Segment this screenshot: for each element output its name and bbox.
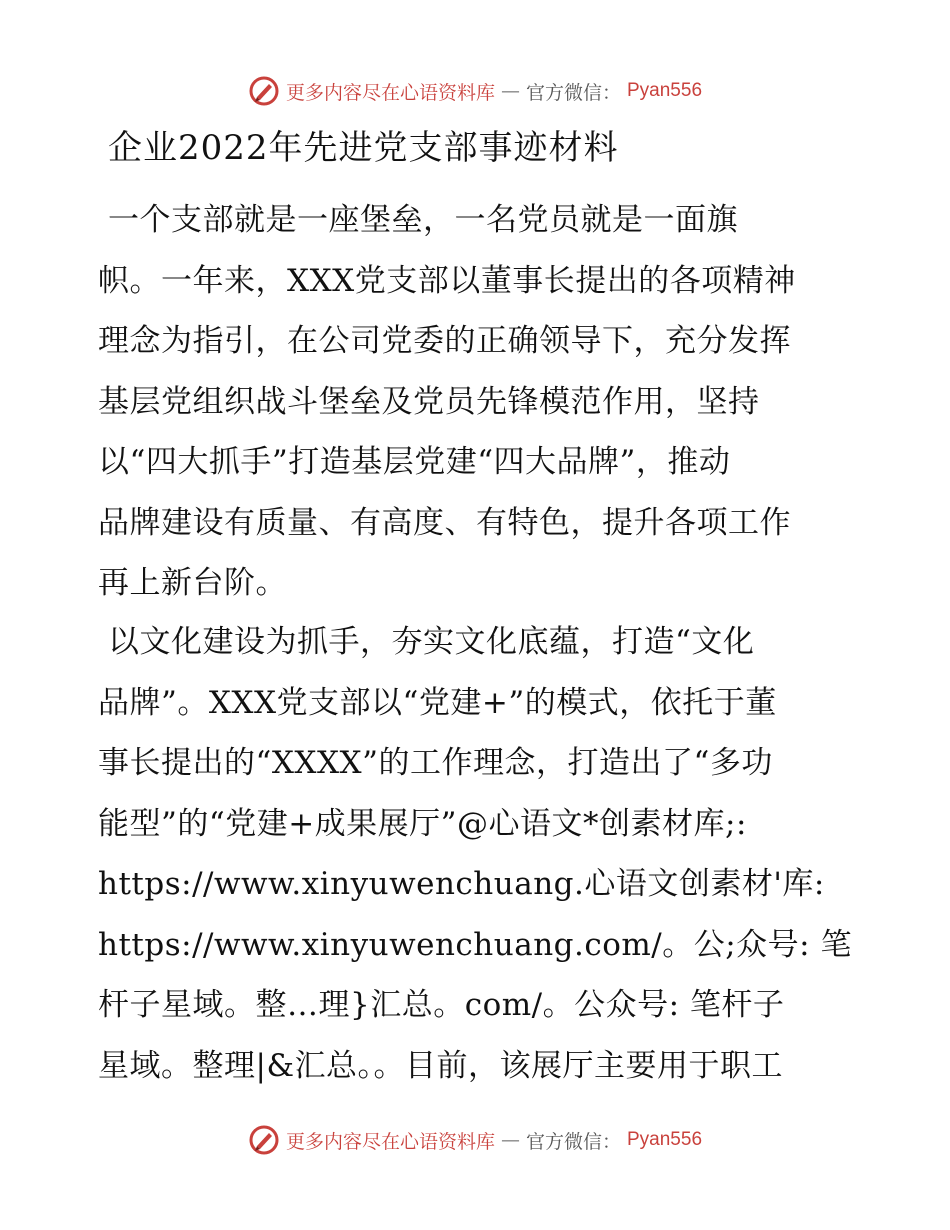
paragraph-line: 品牌”。XXX党支部以“党建+”的模式，依托于董 (98, 684, 777, 721)
paragraph-line: 一个支部就是一座堡垒，一名党员就是一面旗 (108, 202, 738, 238)
paragraph-line: 以“四大抓手”打造基层党建“四大品牌”，推动 (98, 444, 731, 480)
paragraph-line: 杆子星域。整…理}汇总。com/。公众号: 笔杆子 (98, 987, 785, 1023)
watermark-account: Pyan556 (627, 1129, 703, 1150)
watermark-separator: — (500, 80, 520, 102)
pen-logo-icon (248, 1124, 280, 1156)
paragraph-line: https://www.xinyuwenchuang.com/。公;众号: 笔 (98, 926, 852, 963)
paragraph-line: 品牌建设有质量、有高度、有特色，提升各项工作 (98, 504, 791, 541)
watermark-account: Pyan556 (627, 80, 703, 101)
watermark-footer (0, 1120, 950, 1160)
paragraph-line: 帜。一年来，XXX党支部以董事长提出的各项精神 (98, 262, 796, 299)
paragraph-1 (98, 190, 858, 614)
watermark-site-text: 更多内容尽在心语资料库 (285, 81, 495, 104)
paragraph-line: 再上新台阶。 (98, 565, 287, 601)
paragraph-line: 事长提出的“XXXX”的工作理念，打造出了“多功 (98, 745, 773, 781)
paragraph-2 (98, 612, 858, 1096)
watermark-site-text: 更多内容尽在心语资料库 (285, 1130, 495, 1153)
paragraph-line: 能型”的“党建+成果展厅”@心语文*创素材库;: (98, 805, 747, 842)
watermark-separator: — (500, 1129, 520, 1151)
watermark-header (0, 71, 950, 111)
watermark-label: 官方微信： (525, 1130, 621, 1153)
paragraph-line: 以文化建设为抓手，夯实文化底蕴，打造“文化 (108, 624, 755, 660)
document-title: 企业2022年先进党支部事迹材料 (108, 128, 619, 168)
paragraph-line: https://www.xinyuwenchuang.心语文创素材'库: (98, 866, 825, 902)
paragraph-line: 星域。整理|&汇总。。目前，该展厅主要用于职工 (98, 1047, 784, 1084)
pen-logo-icon (248, 75, 280, 107)
paragraph-line: 理念为指引，在公司党委的正确领导下，充分发挥 (98, 323, 791, 359)
watermark-label: 官方微信： (525, 81, 621, 104)
paragraph-line: 基层党组织战斗堡垒及党员先锋模范作用，坚持 (98, 383, 760, 420)
